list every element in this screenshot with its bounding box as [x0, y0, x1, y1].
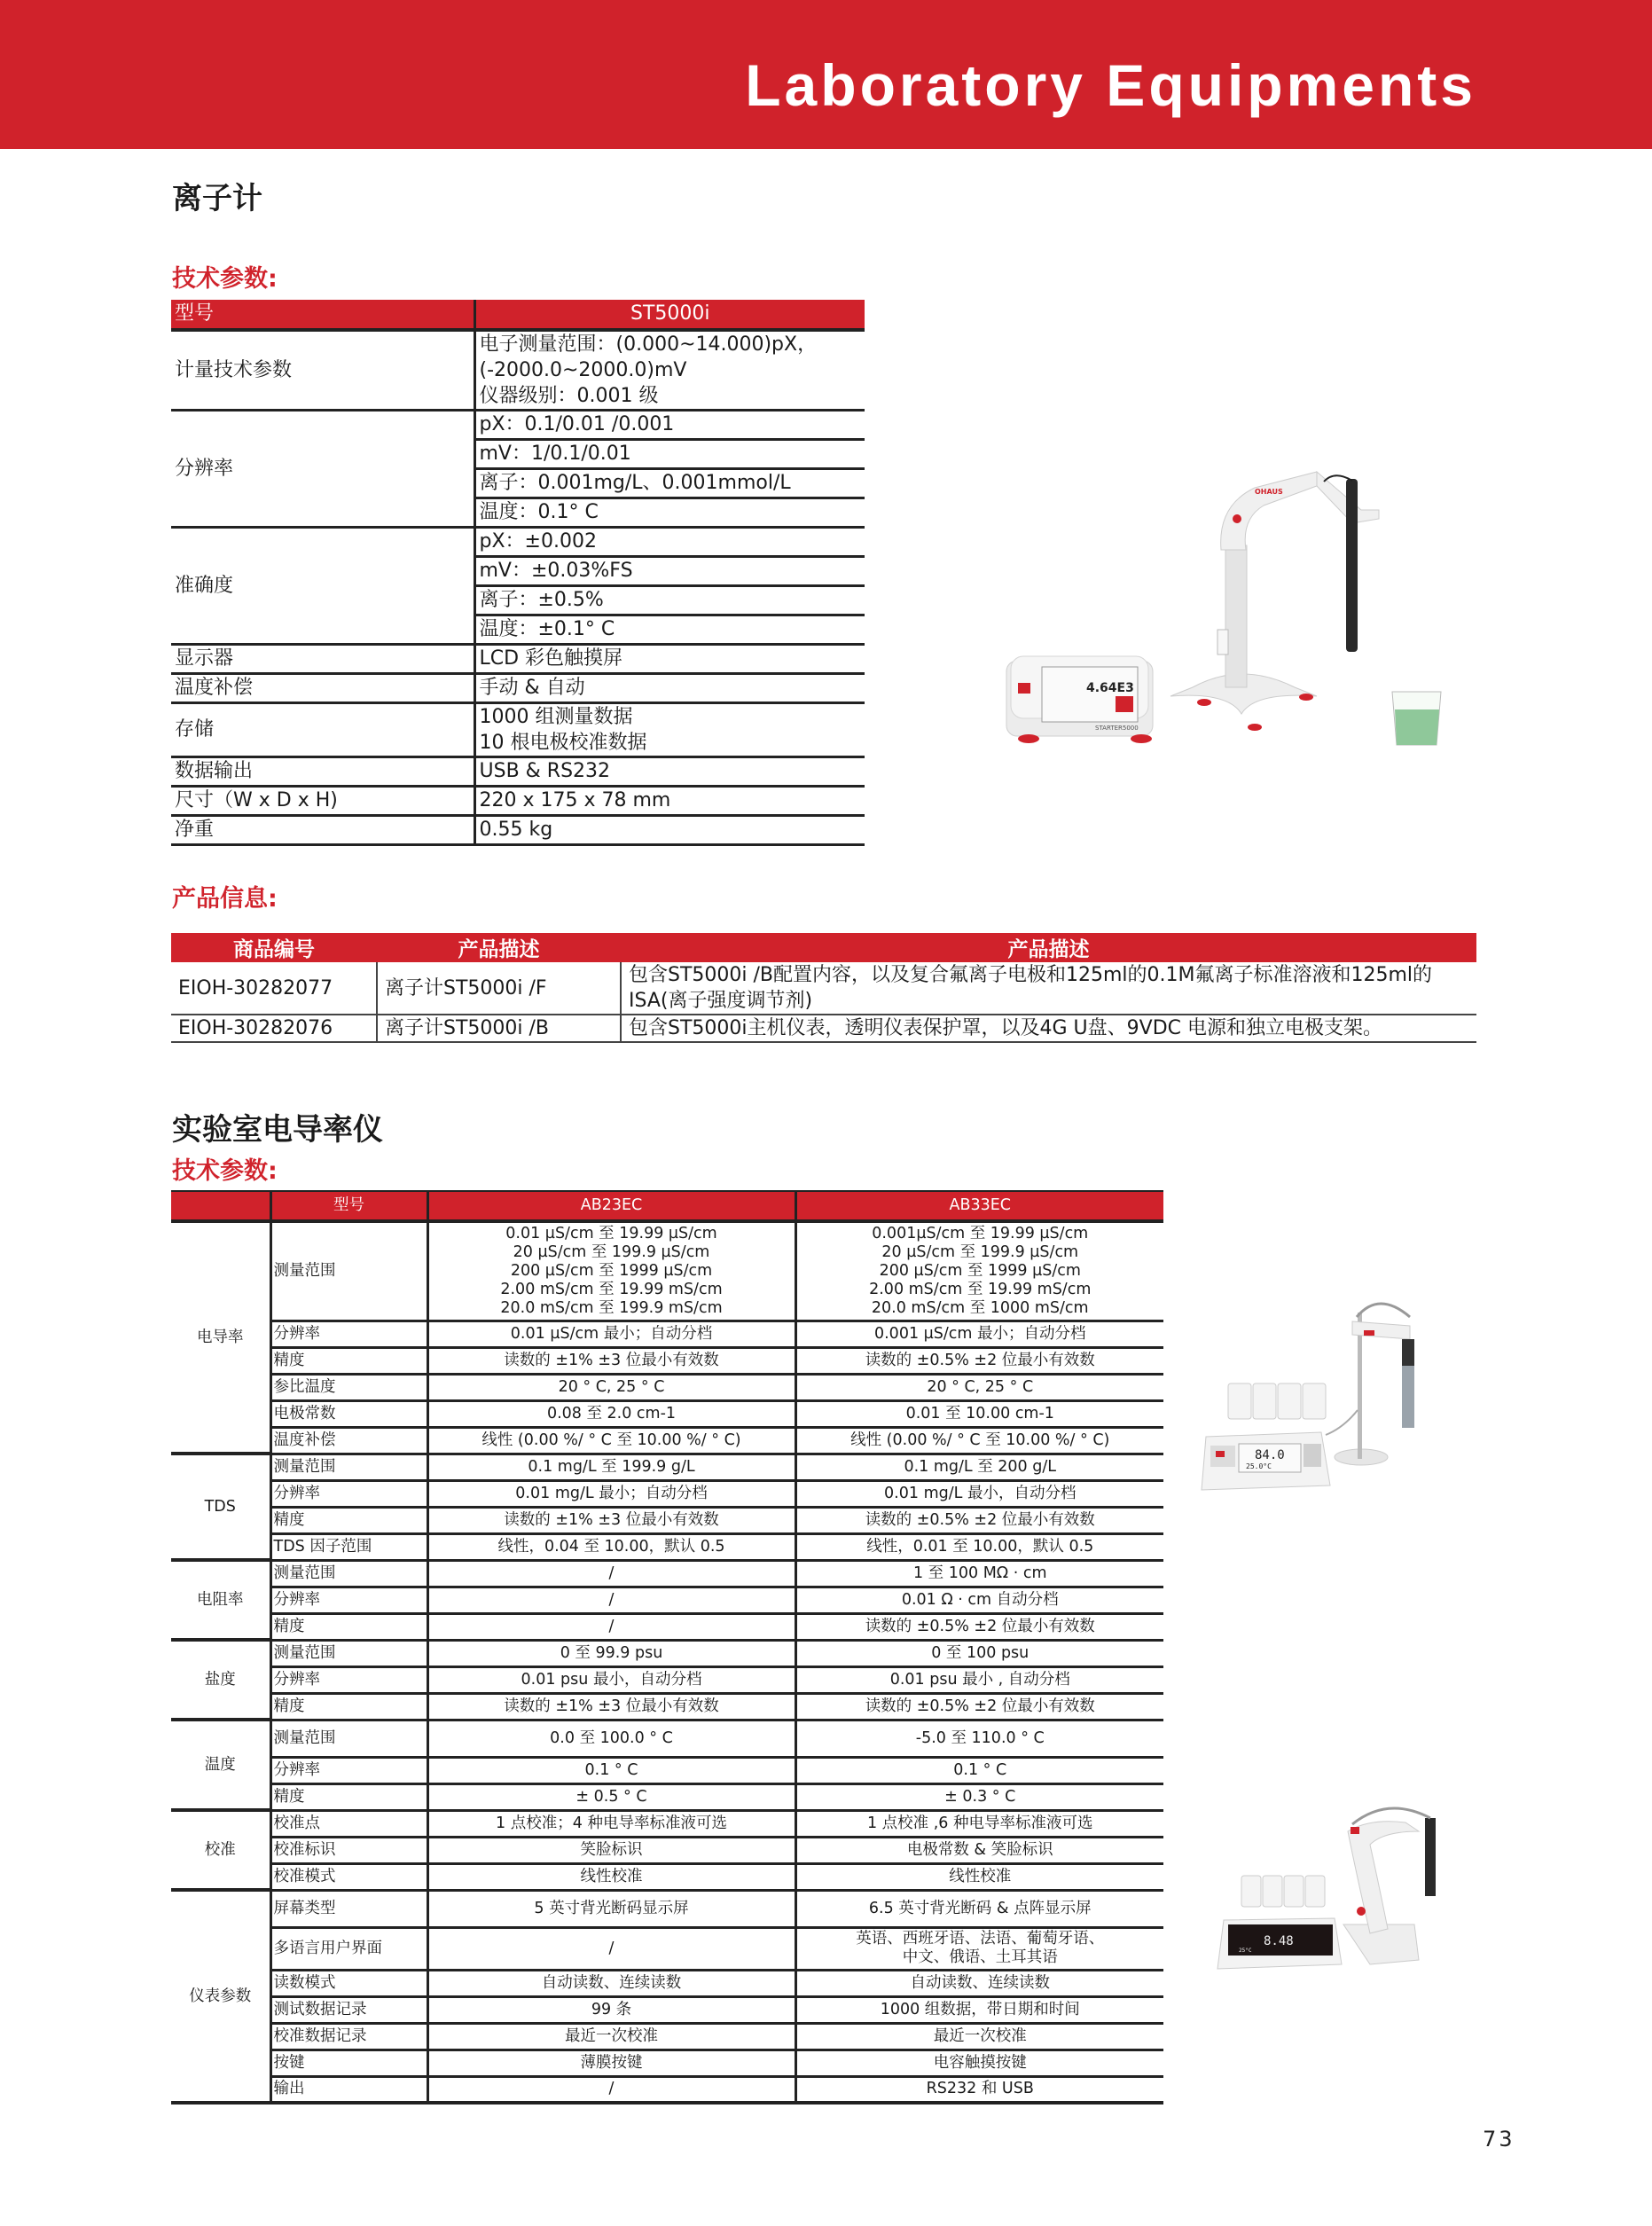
group-label: TDS [171, 1454, 270, 1560]
meter-screen-reading: 4.64E3 [1086, 681, 1134, 695]
value-ab33ec: 英语、西班牙语、法语、葡萄牙语、 中文、俄语、土耳其语 [795, 1927, 1163, 1970]
value-ab23ec: 0.1 ° C [427, 1757, 795, 1783]
table-row [171, 1374, 1163, 1400]
table-row [171, 1347, 1163, 1374]
table-row [171, 1507, 1163, 1533]
specs-heading-ion-meter: 技术参数: [172, 265, 278, 293]
value-ab33ec: 0.01 至 10.00 cm-1 [795, 1400, 1163, 1427]
spec-value [474, 330, 865, 411]
table-row [171, 2023, 1163, 2050]
spec-value-line: 10 根电极校准数据 [479, 732, 647, 754]
value-ab33ec: ± 0.3 ° C [795, 1783, 1163, 1810]
item-number: EIOH-30282076 [171, 1015, 377, 1042]
column-header-product-name: 产品描述 [377, 933, 621, 962]
specs-heading-conductivity-meter: 技术参数: [172, 1157, 278, 1185]
table-row [171, 1810, 1163, 1837]
table-row [171, 1693, 1163, 1720]
value-ab33ec: 自动读数、连续读数 [795, 1970, 1163, 1996]
spec-value-line: 电子测量范围：(0.000~14.000)pX， [479, 333, 818, 356]
table-row [171, 1640, 1163, 1666]
table-row [171, 1890, 1163, 1927]
value-ab33ec: 0.01 psu 最小 , 自动分档 [795, 1666, 1163, 1693]
column-header-product-description: 产品描述 [621, 933, 1476, 962]
value-ab23ec: 0.08 至 2.0 cm-1 [427, 1400, 795, 1427]
banner-title: Laboratory Equipments [745, 52, 1476, 118]
table-row [171, 1837, 1163, 1863]
table-row [171, 1480, 1163, 1507]
value-ab33ec: 0.001 µS/cm 最小；自动分档 [795, 1321, 1163, 1347]
value-ab33ec: 0.1 ° C [795, 1757, 1163, 1783]
table-row [171, 1720, 1163, 1757]
value-ab23ec: / [427, 1587, 795, 1613]
header-model-ab23ec: AB23EC [427, 1191, 795, 1221]
value-ab23ec: 20 ° C, 25 ° C [427, 1374, 795, 1400]
spec-label: 显示器 [171, 645, 474, 674]
spec-label: 净重 [171, 816, 474, 845]
value-ab33ec: 读数的 ±0.5% ±2 位最小有效数 [795, 1347, 1163, 1374]
param-label: 读数模式 [270, 1970, 427, 1996]
header-group [171, 1191, 270, 1221]
product-name: 离子计ST5000i /B [377, 1015, 621, 1042]
table-row [171, 411, 865, 440]
value-ab23ec: 薄膜按键 [427, 2050, 795, 2076]
value-ab23ec: 线性 (0.00 %/ ° C 至 10.00 %/ ° C) [427, 1427, 795, 1454]
table-header-row [171, 1191, 1163, 1221]
value-ab23ec: / [427, 1927, 795, 1970]
value-ab33ec: 20 ° C, 25 ° C [795, 1374, 1163, 1400]
ab33ec-screen-temp: 25°C [1239, 1948, 1252, 1954]
spec-value: 220 x 175 x 78 mm [474, 787, 865, 816]
value-ab23ec: 99 条 [427, 1996, 795, 2023]
param-label: 测量范围 [270, 1720, 427, 1757]
conductivity-specs-table [171, 1190, 1163, 2105]
spec-value: mV：±0.03%FS [474, 557, 865, 586]
group-label: 温度 [171, 1720, 270, 1810]
param-label: 精度 [270, 1783, 427, 1810]
section-title-conductivity-meter: 实验室电导率仪 [172, 1112, 383, 1148]
value-ab33ec: -5.0 至 110.0 ° C [795, 1720, 1163, 1757]
table-row [171, 1757, 1163, 1783]
value-ab23ec: 线性校准 [427, 1863, 795, 1890]
spec-label: 分辨率 [171, 411, 474, 528]
meter-model-label: STARTER5000 [1095, 725, 1139, 732]
value-ab33ec: 线性，0.01 至 10.00，默认 0.5 [795, 1533, 1163, 1560]
spec-value-line: 1000 组测量数据 [479, 706, 633, 728]
spec-label: 数据输出 [171, 757, 474, 787]
param-label: 校准数据记录 [270, 2023, 427, 2050]
spec-value: 0.55 kg [474, 816, 865, 845]
spec-value: mV：1/0.1/0.01 [474, 440, 865, 469]
value-ab33ec: RS232 和 USB [795, 2076, 1163, 2103]
spec-value: LCD 彩色触摸屏 [474, 645, 865, 674]
value-ab33ec: 读数的 ±0.5% ±2 位最小有效数 [795, 1693, 1163, 1720]
value-ab33ec: 6.5 英寸背光断码 & 点阵显示屏 [795, 1890, 1163, 1927]
table-row [171, 1533, 1163, 1560]
param-label: 按键 [270, 2050, 427, 2076]
table-row [171, 1321, 1163, 1347]
spec-value: USB & RS232 [474, 757, 865, 787]
spec-value: pX：0.1/0.01 /0.001 [474, 411, 865, 440]
value-ab33ec: 1 点校准 ,6 种电导率标准液可选 [795, 1810, 1163, 1837]
value-ab23ec: ± 0.5 ° C [427, 1783, 795, 1810]
table-header-row [171, 300, 865, 330]
param-label: 测量范围 [270, 1640, 427, 1666]
param-label: 多语言用户界面 [270, 1927, 427, 1970]
param-label: 屏幕类型 [270, 1890, 427, 1927]
value-ab23ec: 5 英寸背光断码显示屏 [427, 1890, 795, 1927]
spec-value: 手动 & 自动 [474, 674, 865, 703]
spec-value: 离子：0.001mg/L、0.001mmol/L [474, 469, 865, 498]
header-banner [0, 0, 1652, 149]
product-description: 包含ST5000i /B配置内容，以及复合氟离子电极和125ml的0.1M氟离子标准溶液和125ml的ISA(离子强度调节剂) [621, 962, 1476, 1015]
section-title-ion-meter: 离子计 [172, 181, 262, 216]
value-ab23ec: 1 点校准；4 种电导率标准液可选 [427, 1810, 795, 1837]
ab23ec-product-image [1193, 1277, 1472, 1508]
spec-value: 温度：±0.1° C [474, 615, 865, 645]
header-model-ab33ec: AB33EC [795, 1191, 1163, 1221]
spec-value: pX：±0.002 [474, 528, 865, 557]
param-label: 精度 [270, 1507, 427, 1533]
ab23ec-screen-temp: 25.0°C [1246, 1462, 1272, 1470]
param-label: 分辨率 [270, 1666, 427, 1693]
product-name: 离子计ST5000i /F [377, 962, 621, 1015]
param-label: 校准点 [270, 1810, 427, 1837]
table-row [171, 1863, 1163, 1890]
table-row [171, 1587, 1163, 1613]
table-row [171, 330, 865, 411]
spec-label: 尺寸（W x D x H) [171, 787, 474, 816]
spec-value: 温度：0.1° C [474, 498, 865, 528]
header-label: 型号 [171, 300, 474, 330]
product-description: 包含ST5000i主机仪表，透明仪表保护罩，以及4G U盘、9VDC 电源和独立电极支架。 [621, 1015, 1476, 1042]
spec-value-line: (-2000.0~2000.0)mV [479, 359, 687, 381]
value-ab23ec: 最近一次校准 [427, 2023, 795, 2050]
ab33ec-screen-reading: 8.48 [1264, 1934, 1294, 1948]
value-ab33ec: 0.01 Ω · cm 自动分档 [795, 1587, 1163, 1613]
param-label: 精度 [270, 1347, 427, 1374]
param-label: 电极常数 [270, 1400, 427, 1427]
table-row [171, 1015, 1476, 1042]
table-row [171, 1613, 1163, 1640]
value-ab33ec: 电容触摸按键 [795, 2050, 1163, 2076]
value-ab33ec: 0.001µS/cm 至 19.99 µS/cm 20 µS/cm 至 199.9 µS/cm 200 µS/cm 至 1999 µS/cm 2.00 mS/cm 至 19.99 mS/cm 20.0 mS/cm 至 1000 mS/cm [795, 1221, 1163, 1321]
param-label: TDS 因子范围 [270, 1533, 427, 1560]
param-label: 测试数据记录 [270, 1996, 427, 2023]
param-label: 分辨率 [270, 1480, 427, 1507]
spec-label: 计量技术参数 [171, 330, 474, 411]
value-ab23ec: 0.0 至 100.0 ° C [427, 1720, 795, 1757]
group-label: 校准 [171, 1810, 270, 1890]
table-row [171, 1221, 1163, 1321]
value-ab23ec: 0.01 µS/cm 最小；自动分档 [427, 1321, 795, 1347]
header-param: 型号 [270, 1191, 427, 1221]
value-ab33ec: 0.1 mg/L 至 200 g/L [795, 1454, 1163, 1480]
table-header-row [171, 933, 1476, 962]
table-row [171, 645, 865, 674]
table-row [171, 1666, 1163, 1693]
table-row [171, 1970, 1163, 1996]
table-row [171, 674, 865, 703]
table-row [171, 1927, 1163, 1970]
table-row [171, 1400, 1163, 1427]
header-model: ST5000i [474, 300, 865, 330]
spec-value [474, 703, 865, 757]
value-ab23ec: 线性，0.04 至 10.00，默认 0.5 [427, 1533, 795, 1560]
value-ab23ec: / [427, 1560, 795, 1587]
value-ab33ec: 1 至 100 MΩ · cm [795, 1560, 1163, 1587]
value-ab33ec: 电极常数 & 笑脸标识 [795, 1837, 1163, 1863]
value-ab33ec: 0 至 100 psu [795, 1640, 1163, 1666]
param-label: 分辨率 [270, 1587, 427, 1613]
param-label: 测量范围 [270, 1560, 427, 1587]
spec-label: 存储 [171, 703, 474, 757]
table-row [171, 1783, 1163, 1810]
ab23ec-screen-reading: 84.0 [1255, 1448, 1285, 1462]
group-label: 电阻率 [171, 1560, 270, 1640]
value-ab23ec: 笑脸标识 [427, 1837, 795, 1863]
table-row [171, 2050, 1163, 2076]
value-ab23ec: 0 至 99.9 psu [427, 1640, 795, 1666]
table-row [171, 962, 1476, 1015]
value-ab23ec: 0.01 psu 最小，自动分档 [427, 1666, 795, 1693]
spec-label: 准确度 [171, 528, 474, 645]
value-ab23ec: / [427, 1613, 795, 1640]
param-label: 输出 [270, 2076, 427, 2103]
ion-meter-product-image [989, 426, 1450, 754]
group-label: 仪表参数 [171, 1890, 270, 2103]
value-ab23ec: 0.1 mg/L 至 199.9 g/L [427, 1454, 795, 1480]
column-header-item-number: 商品编号 [171, 933, 377, 962]
value-ab33ec: 读数的 ±0.5% ±2 位最小有效数 [795, 1613, 1163, 1640]
value-ab33ec: 0.01 mg/L 最小，自动分档 [795, 1480, 1163, 1507]
item-number: EIOH-30282077 [171, 962, 377, 1015]
group-label: 电导率 [171, 1221, 270, 1454]
table-row [171, 816, 865, 845]
table-row [171, 703, 865, 757]
page-number: 73 [1483, 2127, 1515, 2152]
value-ab23ec: / [427, 2076, 795, 2103]
param-label: 精度 [270, 1613, 427, 1640]
value-ab23ec: 0.01 µS/cm 至 19.99 µS/cm 20 µS/cm 至 199.9 µS/cm 200 µS/cm 至 1999 µS/cm 2.00 mS/cm 至 19.99 mS/cm 20.0 mS/cm 至 199.9 mS/cm [427, 1221, 795, 1321]
param-label: 温度补偿 [270, 1427, 427, 1454]
param-label: 测量范围 [270, 1221, 427, 1321]
value-ab23ec: 自动读数、连续读数 [427, 1970, 795, 1996]
param-label: 校准模式 [270, 1863, 427, 1890]
value-ab33ec: 最近一次校准 [795, 2023, 1163, 2050]
value-ab23ec: 读数的 ±1% ±3 位最小有效数 [427, 1693, 795, 1720]
table-row [171, 1560, 1163, 1587]
table-row [171, 1454, 1163, 1480]
param-label: 分辨率 [270, 1757, 427, 1783]
value-ab33ec: 线性 (0.00 %/ ° C 至 10.00 %/ ° C) [795, 1427, 1163, 1454]
stand-brand: OHAUS [1255, 488, 1283, 496]
table-row [171, 787, 865, 816]
table-row [171, 757, 865, 787]
product-info-heading: 产品信息: [172, 885, 278, 913]
ion-meter-specs-table [171, 300, 865, 846]
param-label: 参比温度 [270, 1374, 427, 1400]
product-info-table [171, 933, 1476, 1043]
param-label: 校准标识 [270, 1837, 427, 1863]
table-row [171, 2076, 1163, 2103]
param-label: 测量范围 [270, 1454, 427, 1480]
spec-label: 温度补偿 [171, 674, 474, 703]
table-row [171, 1427, 1163, 1454]
value-ab23ec: 0.01 mg/L 最小；自动分档 [427, 1480, 795, 1507]
group-label: 盐度 [171, 1640, 270, 1720]
value-ab23ec: 读数的 ±1% ±3 位最小有效数 [427, 1347, 795, 1374]
value-ab33ec: 读数的 ±0.5% ±2 位最小有效数 [795, 1507, 1163, 1533]
spec-value: 离子：±0.5% [474, 586, 865, 615]
table-row [171, 1996, 1163, 2023]
ab33ec-product-image [1193, 1778, 1472, 1982]
value-ab33ec: 线性校准 [795, 1863, 1163, 1890]
param-label: 精度 [270, 1693, 427, 1720]
spec-value-line: 仪器级别：0.001 级 [479, 385, 659, 407]
param-label: 分辨率 [270, 1321, 427, 1347]
value-ab33ec: 1000 组数据，带日期和时间 [795, 1996, 1163, 2023]
table-row [171, 528, 865, 557]
value-ab23ec: 读数的 ±1% ±3 位最小有效数 [427, 1507, 795, 1533]
